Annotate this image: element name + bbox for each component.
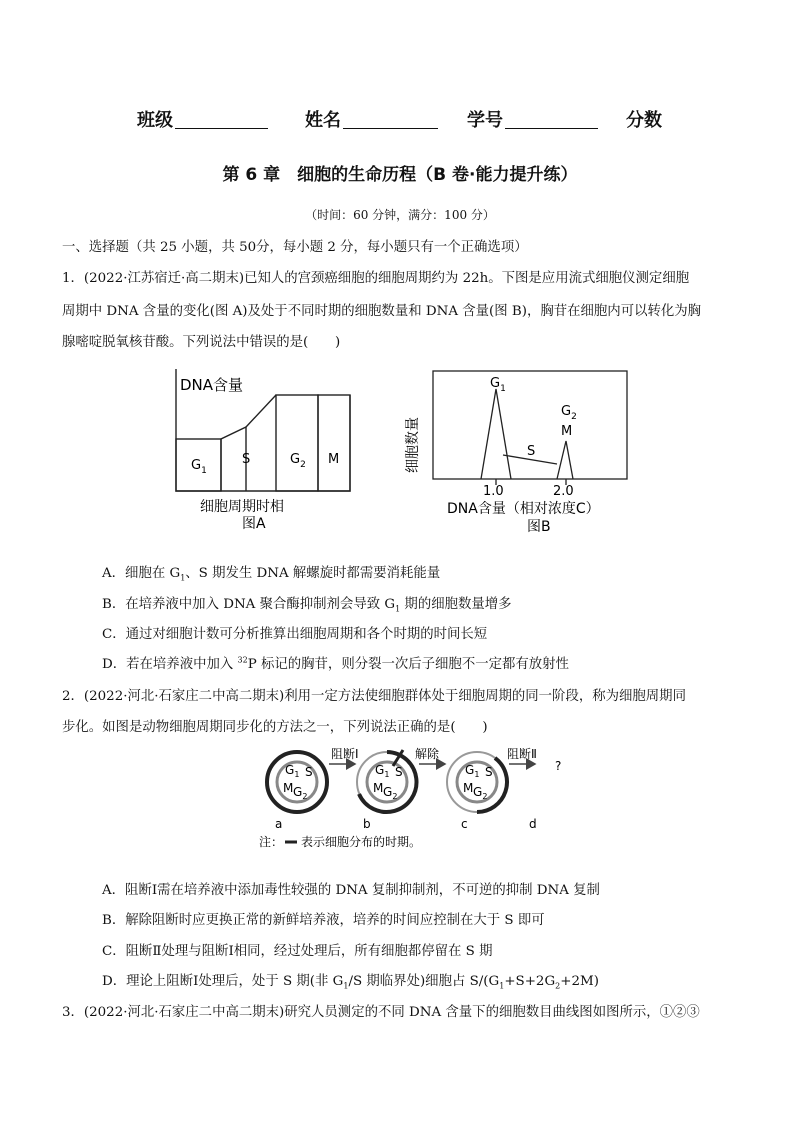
label-d: d: [529, 817, 537, 831]
cycle-a-s: S: [305, 765, 313, 779]
cycle-c-s: S: [485, 765, 493, 779]
cycle-c-g2: $G_2$: [473, 785, 488, 801]
name-blank: [343, 128, 438, 129]
cycle-b: [357, 752, 417, 812]
q2-option-b[interactable]: B．解除阻断时应更换正常的新鲜培养液，培养的时间应控制在大于 S 即可: [102, 913, 545, 928]
score-label: 分数: [626, 110, 662, 131]
label-a: a: [275, 817, 283, 831]
fig-b-xlabel: DNA含量（相对浓度C）: [447, 501, 600, 517]
label-c: c: [461, 817, 468, 831]
fig-a-ylabel: DNA含量: [180, 376, 244, 394]
q1-option-b[interactable]: B．在培养液中加入 DNA 聚合酶抑制剂会导致 $G_1$ 期的细胞数量增多: [102, 597, 512, 614]
q1-option-a[interactable]: A．细胞在 $G_1$、S 期发生 DNA 解螺旋时都需要消耗能量: [102, 566, 441, 583]
cycle-b-m: M: [373, 781, 384, 795]
fig-a-xlabel: 细胞周期时相: [200, 499, 284, 515]
cycle-a-m: M: [283, 781, 294, 795]
note-text: 表示细胞分布的时期。: [301, 835, 422, 849]
cycle-a-g1: $G_1$: [285, 763, 300, 779]
fig-b-tick2-label: 2.0: [553, 484, 574, 499]
q1-stem-line2: 周期中 DNA 含量的变化(图 A)及处于不同时期的细胞数量和 DNA 含量(图 B)，胸苷在细胞内可以转化为胸: [62, 304, 702, 319]
fig-a-m-label: M: [328, 452, 340, 467]
release-label: 解除: [415, 747, 440, 761]
cycle-b-g2: $G_2$: [383, 785, 398, 801]
cycle-b-g1: $G_1$: [375, 763, 390, 779]
cycle-c-g1: $G_1$: [465, 763, 480, 779]
q2-stem-line1: 2．(2022·河北·石家庄二中高二期末)利用一定方法使细胞群体处于细胞周期的同一阶段，称为细胞周期同: [62, 689, 686, 704]
class-blank: [175, 128, 268, 129]
q1-stem-line1: 1．(2022·江苏宿迁·高二期末)已知人的宫颈癌细胞的细胞周期约为 22h。下图是应用流式细胞仪测定细胞: [62, 271, 690, 286]
fig-a-caption: 图A: [242, 516, 266, 532]
cycle-c-m: M: [463, 781, 474, 795]
q2-option-d[interactable]: D．理论上阻断Ⅰ处理后，处于 S 期(非 $G_1/S$ 期临界处)细胞占 $S/(G_1+S+2G_2+2M)$: [102, 974, 599, 991]
q1-option-c[interactable]: C．通过对细胞计数可分析推算出细胞周期和各个时期的时间长短: [102, 627, 488, 642]
fig-a-g2-label: $G_2$: [290, 452, 306, 470]
fig-b-g1-peak: [481, 389, 511, 479]
note-prefix: 注：: [259, 835, 284, 849]
page-subtitle: （时间：60 分钟，满分：100 分）: [305, 208, 495, 222]
id-blank: [505, 128, 598, 129]
fig-a-g2-box: [276, 395, 318, 491]
fig-a-g1-label: $G_1$: [191, 458, 207, 476]
fig-a-m-box: [318, 395, 350, 491]
fig-b-s-label: S: [527, 444, 536, 459]
q2-stem-line2: 步化。如图是动物细胞周期同步化的方法之一，下列说法正确的是( ): [62, 720, 488, 735]
figure-b: [395, 363, 635, 538]
block2-label: 阻断Ⅱ: [507, 747, 537, 761]
cycle-c: [447, 752, 507, 812]
page-title: 第 6 章 细胞的生命历程（B 卷·能力提升练）: [222, 165, 578, 185]
question-mark: ?: [555, 759, 562, 773]
cycle-b-s: S: [395, 765, 403, 779]
q3-stem-line1: 3．(2022·河北·石家庄二中高二期末)研究人员测定的不同 DNA 含量下的细胞数目曲线图如图所示，①②③: [62, 1005, 700, 1020]
fig-a-s-slope: [246, 395, 276, 427]
q2-option-a[interactable]: A．阻断Ⅰ需在培养液中添加毒性较强的 DNA 复制抑制剂，不可逆的抑制 DNA 复制: [102, 883, 600, 898]
fig-b-m-label: M: [561, 424, 573, 439]
fig-b-g1-label: $G_1$: [490, 376, 506, 394]
figure-synchronization: [255, 742, 575, 852]
id-label: 学号: [467, 110, 503, 131]
block1-label: 阻断Ⅰ: [331, 747, 359, 761]
cycle-a: [267, 752, 327, 812]
class-label: 班级: [137, 110, 173, 131]
q1-stem-line3: 腺嘧啶脱氧核苷酸。下列说法中错误的是( ): [62, 335, 341, 350]
fig-b-ylabel: 细胞数量: [405, 417, 421, 473]
q2-option-c[interactable]: C．阻断Ⅱ处理与阻断Ⅰ相同，经过处理后，所有细胞都停留在 S 期: [102, 944, 493, 959]
section-heading: 一、选择题（共 25 小题，共 50分，每小题 2 分，每小题只有一个正确选项）: [62, 240, 528, 255]
cycle-a-g2: $G_2$: [293, 785, 308, 801]
fig-b-caption: 图B: [527, 519, 551, 535]
fig-b-frame: [433, 371, 627, 479]
label-b: b: [363, 817, 371, 831]
fig-b-g2-peak: [557, 441, 573, 479]
q1-option-d[interactable]: D．若在培养液中加入 $^{32}$P 标记的胸苷，则分裂一次后子细胞不一定都有放射性: [102, 655, 569, 672]
name-label: 姓名: [305, 110, 341, 131]
figure-a: [160, 365, 360, 535]
header-row: [0, 106, 800, 132]
fig-a-s-label: S: [242, 452, 251, 467]
fig-b-tick1-label: 1.0: [483, 484, 504, 499]
fig-b-g2-label: $G_2$: [561, 404, 577, 422]
